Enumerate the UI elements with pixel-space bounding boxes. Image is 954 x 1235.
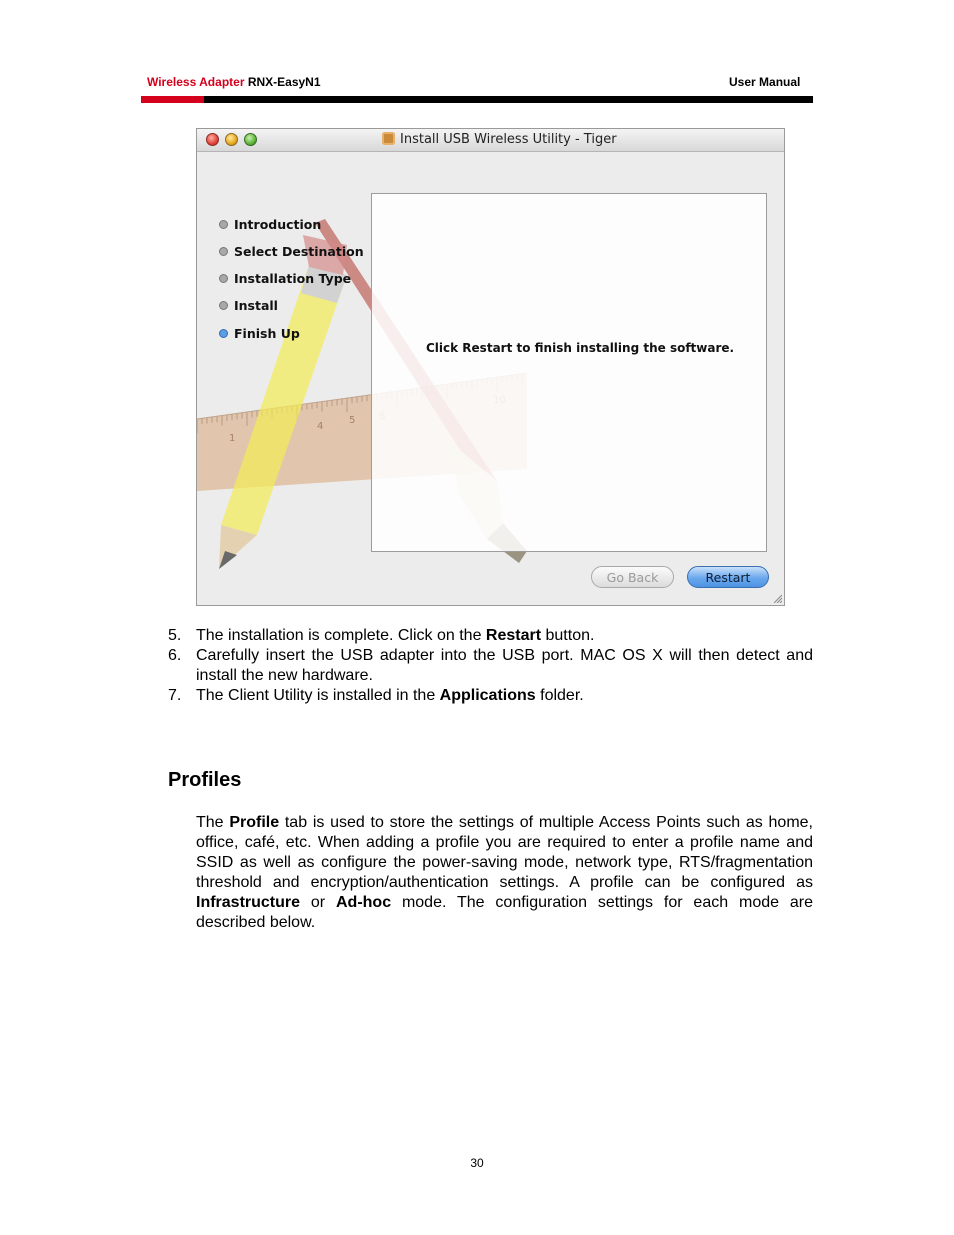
list-item bbox=[168, 626, 813, 646]
list-text: The installation is complete. Click on the bbox=[196, 627, 486, 644]
list-number: 6. bbox=[168, 647, 182, 664]
list-number: 7. bbox=[168, 687, 182, 704]
window-title-text: Install USB Wireless Utility - Tiger bbox=[400, 132, 617, 147]
para-bold: Ad-hoc bbox=[335, 894, 392, 911]
profiles-paragraph bbox=[196, 813, 813, 933]
installer-window bbox=[196, 128, 785, 606]
list-text: button. bbox=[541, 627, 595, 644]
zoom-window-button[interactable] bbox=[244, 133, 257, 146]
package-icon bbox=[382, 132, 395, 145]
step-label: Install bbox=[234, 298, 278, 313]
list-number: 5. bbox=[168, 627, 182, 644]
header-brand: Wireless Adapter bbox=[147, 75, 245, 89]
para-bold: Profile bbox=[229, 814, 280, 831]
list-item bbox=[168, 686, 813, 706]
window-titlebar[interactable] bbox=[197, 129, 784, 152]
list-text: folder. bbox=[535, 687, 584, 704]
page-number: 30 bbox=[470, 1156, 484, 1170]
step-bullet-icon bbox=[219, 274, 228, 283]
step-bullet-icon bbox=[219, 247, 228, 256]
step-bullet-active-icon bbox=[219, 329, 228, 338]
go-back-button[interactable]: Go Back bbox=[591, 566, 674, 588]
header-model: RNX-EasyN1 bbox=[247, 75, 321, 89]
step-label: Select Destination bbox=[234, 244, 364, 259]
list-bold: Restart bbox=[485, 627, 542, 644]
header-doc-type: User Manual bbox=[729, 75, 801, 89]
section-heading: Profiles bbox=[168, 769, 242, 791]
step-label: Finish Up bbox=[234, 326, 300, 341]
ruler-number: 5 bbox=[349, 415, 356, 426]
step-label: Introduction bbox=[234, 217, 322, 232]
close-window-button[interactable] bbox=[206, 133, 219, 146]
installer-content-pane bbox=[371, 193, 767, 552]
para-text: The bbox=[196, 814, 230, 831]
step-bullet-icon bbox=[219, 220, 228, 229]
para-bold: Infrastructure bbox=[196, 894, 301, 911]
step-label: Installation Type bbox=[234, 271, 352, 286]
restart-button[interactable]: Restart bbox=[687, 566, 769, 588]
para-text: tab is used to store the settings of multiple Access Points such as home, office, café, etc. When adding a profile you are required to enter a profile name and SSID as well as configure the power-saving mode, network type, RTS/fragmentation threshold and encryption/authentication settings. A profile can be configured as bbox=[196, 814, 813, 891]
ruler-number: 4 bbox=[317, 421, 324, 432]
ruler-number: 1 bbox=[229, 433, 236, 444]
window-title bbox=[382, 132, 617, 147]
para-text: mode. The configuration settings for each mode are described below. bbox=[196, 894, 813, 931]
list-item bbox=[168, 646, 813, 686]
step-bullet-icon bbox=[219, 301, 228, 310]
header-title bbox=[147, 75, 321, 89]
list-text: Carefully insert the USB adapter into the USB port. MAC OS X will then detect and install the new hardware. bbox=[196, 647, 813, 684]
list-text: The Client Utility is installed in the bbox=[196, 687, 440, 704]
minimize-window-button[interactable] bbox=[225, 133, 238, 146]
resize-grip-icon[interactable] bbox=[772, 593, 782, 603]
instruction-list bbox=[168, 626, 813, 706]
para-text: or bbox=[300, 894, 336, 911]
header-rule-red bbox=[141, 96, 204, 103]
finish-message: Click Restart to finish installing the software. bbox=[426, 341, 735, 355]
header-rule-black bbox=[204, 96, 813, 103]
list-bold: Applications bbox=[439, 687, 536, 704]
